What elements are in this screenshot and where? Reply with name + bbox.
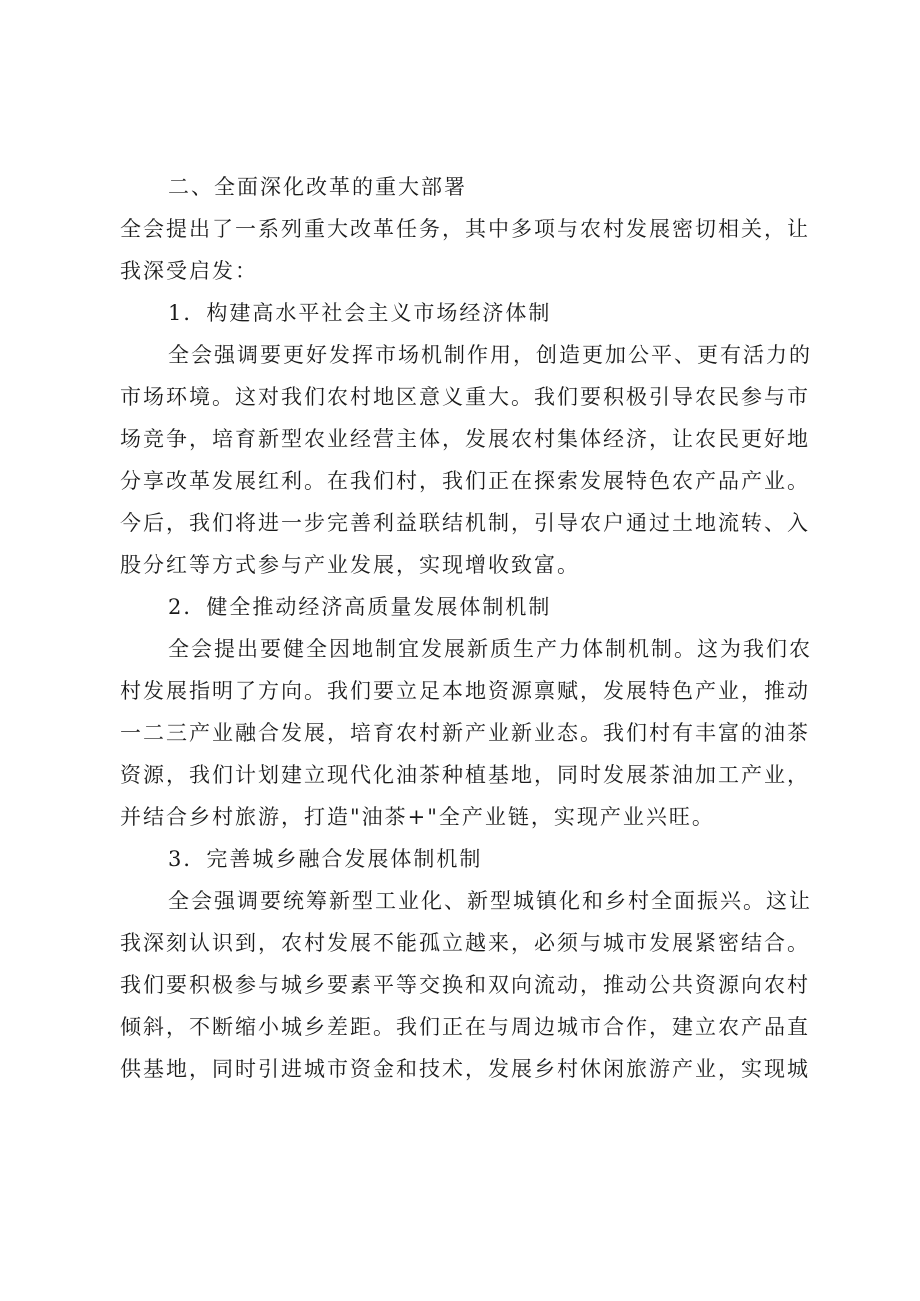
item-2-line-3: 一二三产业融合发展，培育农村新产业新业态。我们村有丰富的油茶 [120, 721, 810, 745]
item-2-line-5: 并结合乡村旅游，打造"油茶+"全产业链，实现产业兴旺。 [120, 805, 715, 829]
section-heading: 二、全面深化改革的重大部署 [168, 175, 467, 199]
intro-line-2: 我深受启发： [120, 259, 258, 283]
item-3-line-1: 全会强调要统筹新型工业化、新型城镇化和乡村全面振兴。这让 [168, 889, 812, 913]
item-3-line-5: 供基地，同时引进城市资金和技术，发展乡村休闲旅游产业，实现城 [120, 1057, 810, 1081]
item-1-line-4: 分享改革发展红利。在我们村，我们正在探索发展特色农产品产业。 [120, 469, 810, 493]
item-1-heading: 1．构建高水平社会主义市场经济体制 [168, 301, 552, 325]
item-1-line-3: 场竞争，培育新型农业经营主体，发展农村集体经济，让农民更好地 [120, 427, 810, 451]
item-1-line-2: 市场环境。这对我们农村地区意义重大。我们要积极引导农民参与市 [120, 385, 810, 409]
item-3-line-3: 我们要积极参与城乡要素平等交换和双向流动，推动公共资源向农村 [120, 973, 810, 997]
item-2-heading: 2．健全推动经济高质量发展体制机制 [168, 595, 552, 619]
item-3-line-2: 我深刻认识到，农村发展不能孤立越来，必须与城市发展紧密结合。 [120, 931, 810, 955]
item-2-line-1: 全会提出要健全因地制宜发展新质生产力体制机制。这为我们农 [168, 637, 812, 661]
intro-line-1: 全会提出了一系列重大改革任务，其中多项与农村发展密切相关，让 [120, 217, 810, 241]
item-2-line-4: 资源，我们计划建立现代化油茶种植基地，同时发展茶油加工产业， [120, 763, 810, 787]
item-3-heading: 3．完善城乡融合发展体制机制 [168, 847, 483, 871]
item-1-line-1: 全会强调要更好发挥市场机制作用，创造更加公平、更有活力的 [168, 343, 812, 367]
item-2-line-2: 村发展指明了方向。我们要立足本地资源禀赋，发展特色产业，推动 [120, 679, 810, 703]
item-1-line-6: 股分红等方式参与产业发展，实现增收致富。 [120, 553, 580, 577]
item-1-line-5: 今后，我们将进一步完善利益联结机制，引导农户通过土地流转、入 [120, 511, 810, 535]
item-3-line-4: 倾斜，不断缩小城乡差距。我们正在与周边城市合作，建立农产品直 [120, 1015, 810, 1039]
